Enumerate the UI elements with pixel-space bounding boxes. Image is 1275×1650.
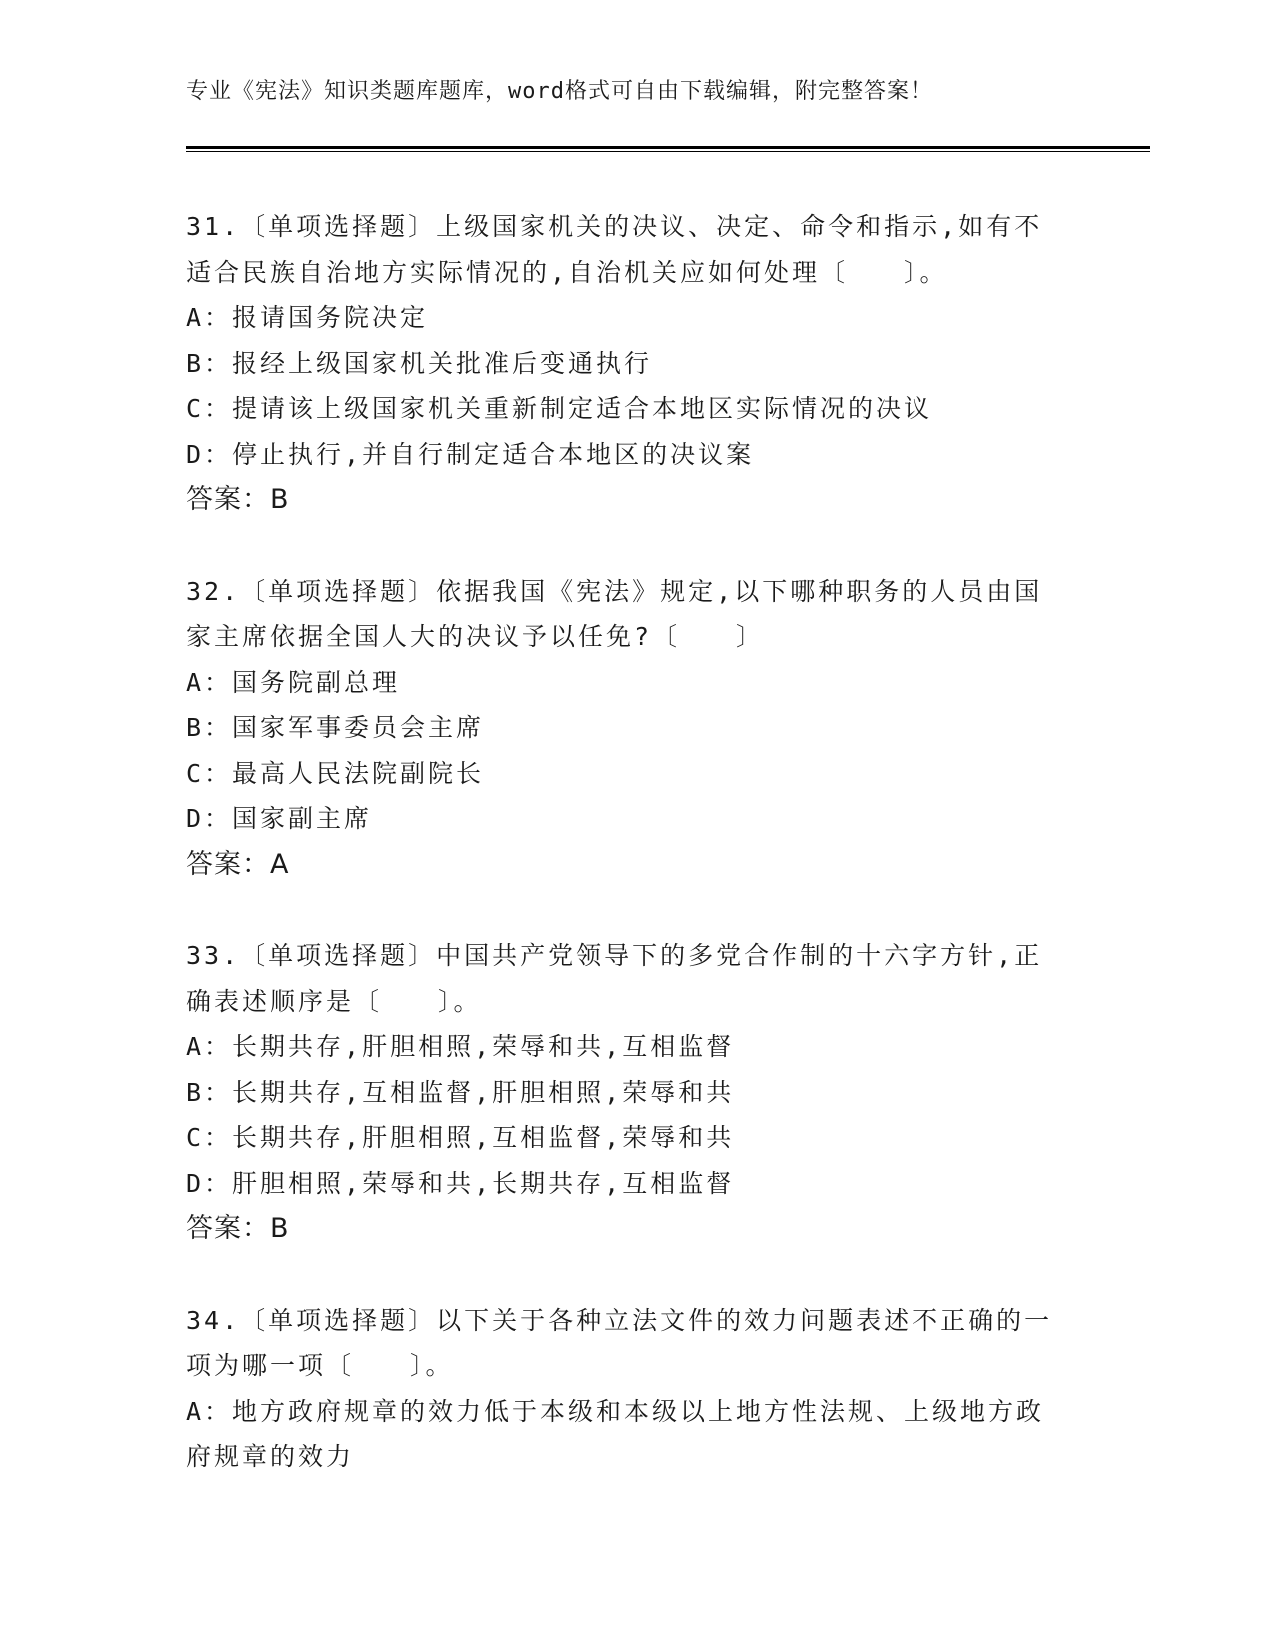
option-b: B：长期共存,互相监督,肝胆相照,荣辱和共 — [186, 1077, 735, 1107]
option-c: C：最高人民法院副院长 — [186, 758, 485, 788]
header-rule-thin — [186, 151, 1150, 152]
question-text-line: 31.〔单项选择题〕上级国家机关的决议、决定、命令和指示,如有不 — [186, 212, 1043, 241]
option-a: A：长期共存,肝胆相照,荣辱和共,互相监督 — [186, 1032, 735, 1061]
question-text-line: 项为哪一项〔 〕。 — [186, 1351, 454, 1380]
option-a: A：地方政府规章的效力低于本级和本级以上地方性法规、上级地方政 — [186, 1396, 1045, 1426]
option-b: B：国家军事委员会主席 — [186, 713, 485, 742]
question-text-line: 适合民族自治地方实际情况的,自治机关应如何处理〔 〕。 — [186, 257, 948, 287]
option-d: D：国家副主席 — [186, 804, 373, 833]
question-text-line: 家主席依据全国人大的决议予以任免?〔 〕 — [186, 622, 765, 651]
option-a: A：国务院副总理 — [186, 667, 401, 697]
page-header: 专业《宪法》知识类题库题库，word格式可自由下载编辑，附完整答案！ — [186, 79, 933, 104]
option-c: C：长期共存,肝胆相照,互相监督,荣辱和共 — [186, 1123, 735, 1152]
question-text-line: 32.〔单项选择题〕依据我国《宪法》规定,以下哪种职务的人员由国 — [186, 576, 1043, 606]
question-list — [186, 204, 1086, 1526]
question-34 — [186, 1298, 1086, 1480]
question-32 — [186, 569, 1086, 888]
question-text-line: 确表述顺序是〔 〕。 — [186, 986, 482, 1016]
answer: 答案：B — [186, 484, 290, 515]
question-33 — [186, 933, 1086, 1252]
option-a-continued: 府规章的效力 — [186, 1442, 355, 1471]
answer: 答案：B — [186, 1213, 290, 1244]
option-d: D：停止执行,并自行制定适合本地区的决议案 — [186, 439, 755, 469]
option-a: A：报请国务院决定 — [186, 303, 429, 332]
option-d: D：肝胆相照,荣辱和共,长期共存,互相监督 — [186, 1168, 735, 1198]
option-b: B：报经上级国家机关批准后变通执行 — [186, 348, 653, 378]
answer: 答案：A — [186, 848, 290, 880]
question-text-line: 33.〔单项选择题〕中国共产党领导下的多党合作制的十六字方针,正 — [186, 941, 1043, 970]
question-31 — [186, 204, 1086, 523]
option-c: C：提请该上级国家机关重新制定适合本地区实际情况的决议 — [186, 394, 933, 423]
header-rule-thick — [186, 146, 1150, 149]
question-text-line: 34.〔单项选择题〕以下关于各种立法文件的效力问题表述不正确的一 — [186, 1305, 1053, 1335]
